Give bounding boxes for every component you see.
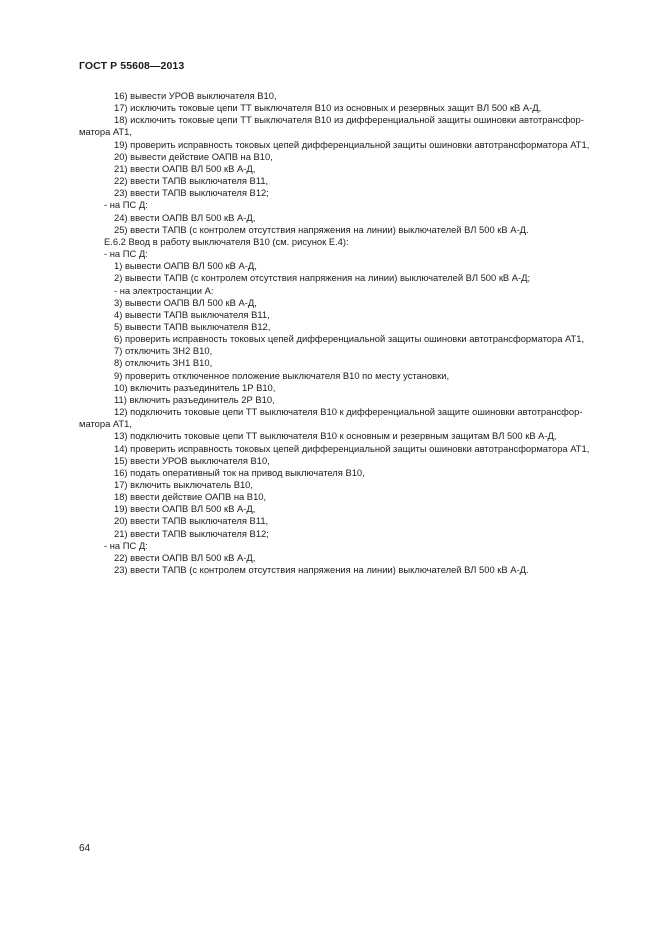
text-line: 13) подключить токовые цепи ТТ выключателя В10 к основным и резервным защитам ВЛ 500 кВ А-Д, [114,430,557,442]
text-line: - на ПС Д: [104,248,148,260]
document-body [79,90,619,576]
text-line: 14) проверить исправность токовых цепей дифференциальной защиты ошиновки автотрансформатора АТ1, [114,442,590,454]
text-line: 16) подать оперативный ток на привод выключателя В10, [114,466,365,478]
text-line: 22) ввести ТАПВ выключателя В11, [114,175,269,187]
page-number: 64 [79,843,91,854]
document-header: ГОСТ Р 55608—2013 [79,60,185,72]
text-line: 25) ввести ТАПВ (с контролем отсутствия напряжения на линии) выключателей ВЛ 500 кВ А-Д. [114,223,529,235]
text-line: 15) ввести УРОВ выключателя В10, [114,454,270,466]
text-line: 19) ввести ОАПВ ВЛ 500 кВ А-Д, [114,503,256,515]
text-line: - на электростанции А: [114,284,214,296]
text-line: 6) проверить исправность токовых цепей дифференциальной защиты ошиновки автотрансформатора АТ1, [114,333,585,345]
text-line: 18) ввести действие ОАПВ на В10, [114,491,267,503]
text-line: 2) вывести ТАПВ (с контролем отсутствия напряжения на линии) выключателей ВЛ 500 кВ А-Д; [114,272,531,284]
text-line: 10) включить разъединитель 1Р В10, [114,381,276,393]
text-line: 12) подключить токовые цепи ТТ выключателя В10 к дифференциальной защите ошиновки автотрансфор- [114,406,583,418]
text-line: 17) включить выключатель В10, [114,479,253,490]
text-line: 9) проверить отключенное положение выключателя В10 по месту установки, [114,369,450,381]
text-line: 24) ввести ОАПВ ВЛ 500 кВ А-Д, [114,211,256,223]
text-line: 5) вывести ТАПВ выключателя В12, [114,320,271,332]
text-line: - на ПС Д: [104,199,148,211]
text-line: 4) вывести ТАПВ выключателя В11, [114,308,270,320]
text-line: 21) ввести ТАПВ выключателя В12; [114,527,269,539]
text-line: 3) вывести ОАПВ ВЛ 500 кВ А-Д, [114,296,257,308]
text-line: 16) вывести УРОВ выключателя В10, [114,90,277,101]
text-line: 11) включить разъединитель 2Р В10, [114,393,275,405]
text-line: 22) ввести ОАПВ ВЛ 500 кВ А-Д, [114,551,256,563]
text-line: 19) проверить исправность токовых цепей дифференциальной защиты ошиновки автотрансформатора АТ1, [114,138,590,150]
text-line: 8) отключить ЗН1 В10, [114,357,213,369]
text-line: 23) ввести ТАПВ (с контролем отсутствия напряжения на линии) выключателей ВЛ 500 кВ А-Д. [114,564,529,576]
text-line: 20) ввести ТАПВ выключателя В11, [114,515,269,527]
text-line: 23) ввести ТАПВ выключателя В12; [114,187,269,199]
text-line: матора АТ1, [79,126,132,138]
text-line: 1) вывести ОАПВ ВЛ 500 кВ А-Д, [114,260,257,272]
text-line: Е.6.2 Ввод в работу выключателя В10 (см. рисунок Е.4): [104,235,349,247]
text-line: 17) исключить токовые цепи ТТ выключателя В10 из основных и резервных защит ВЛ 500 кВ А-Д, [114,102,542,114]
text-line: - на ПС Д: [104,539,148,551]
text-line: 21) ввести ОАПВ ВЛ 500 кВ А-Д, [114,162,256,174]
text-line: 20) вывести действие ОАПВ на В10, [114,150,273,162]
text-line: 18) исключить токовые цепи ТТ выключателя В10 из дифференциальной защиты ошиновки автотрансфор- [114,114,584,126]
text-line: матора АТ1, [79,418,132,430]
text-line: 7) отключить ЗН2 В10, [114,345,213,357]
